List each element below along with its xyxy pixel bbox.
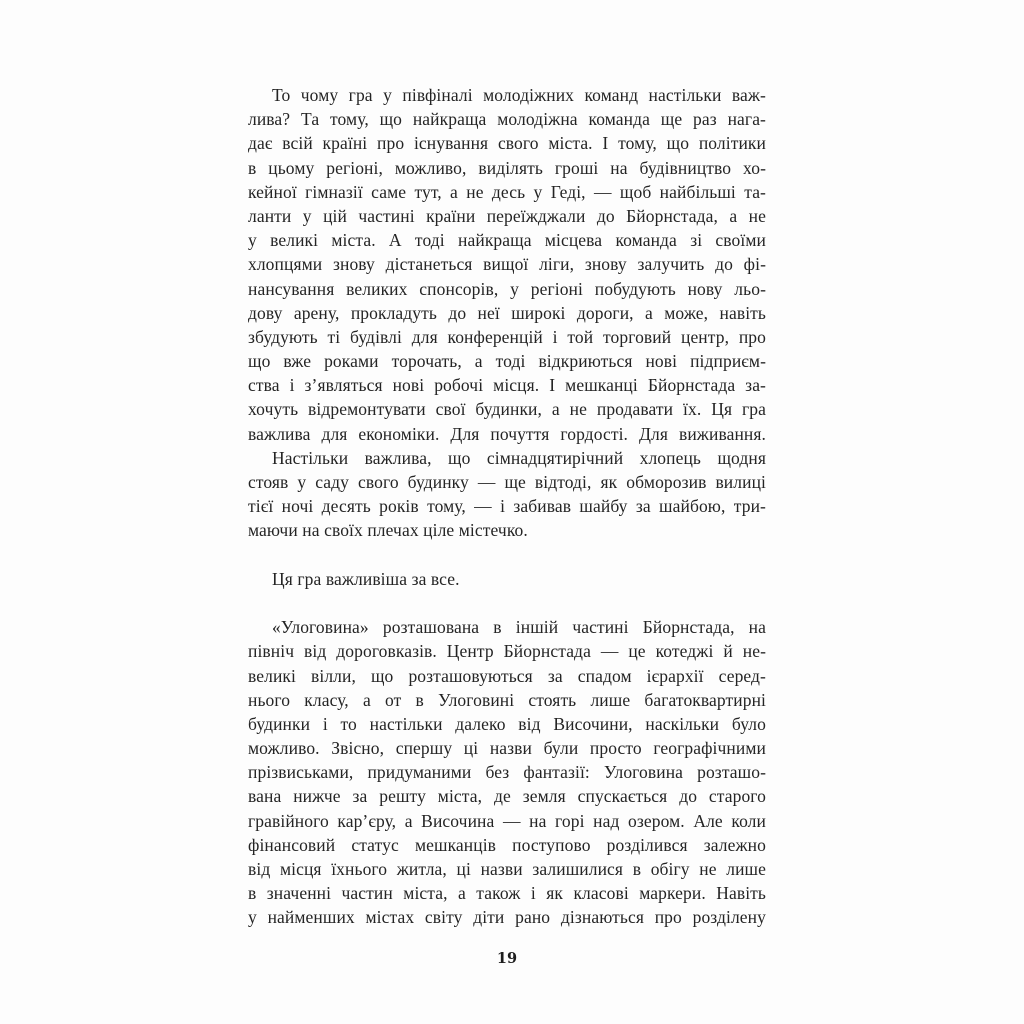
text-line: гравійного кар’єру, а Височина — на горі над озером. Але коли	[248, 810, 766, 831]
text-line: великі вілли, що розташовуються за спадом ієрархії серед-	[248, 665, 766, 686]
paragraph	[248, 615, 766, 929]
text-line: в цьому регіоні, можливо, виділять гроші на будівництво хо-	[248, 157, 766, 178]
text-line: збудують ті будівлі для конференцій і той торговий центр, про	[248, 326, 766, 347]
paragraph-gap	[248, 543, 766, 567]
text-line: будинки і то настільки далеко від Височини, наскільки було	[248, 713, 766, 734]
text-line: вана нижче за решту міста, де земля спускається до старого	[248, 786, 766, 807]
text-line: тієї ночі десять років тому, — і забивав шайбу за шайбою, три-	[248, 496, 766, 517]
text-line: від місця їхнього житла, ці назви залишилися в обігу не лише	[248, 859, 766, 879]
text-line: ства і з’являться нові робочі місця. І мешканці Бйорнстада за-	[248, 375, 766, 396]
text-line: нього класу, а от в Улоговині стоять лише багатоквартирні	[248, 689, 766, 710]
text-line: кейної гімназії саме тут, а не десь у Геді, — щоб найбільші та-	[248, 181, 766, 202]
text-line: То чому гра у півфіналі молодіжних команд настільки важ-	[272, 85, 766, 105]
text-line: дову арену, прокладуть до неї широкі дороги, а може, навіть	[248, 302, 766, 323]
text-line: фінансовий статус мешканців поступово розділився залежно	[248, 834, 766, 855]
text-line: Настільки важлива, що сімнадцятирічний хлопець щодня	[272, 447, 766, 468]
text-line: дає всій країні про існування свого міста. І тому, що політики	[248, 133, 766, 154]
text-line: важлива для економіки. Для почуття гордості. Для виживання.	[248, 423, 766, 444]
text-line: у найменших містах світу діти рано дізнаються про розділену	[248, 907, 766, 928]
text-line: у великі міста. А тоді найкраща місцева команда зі своїми	[248, 230, 766, 251]
paragraph	[248, 446, 766, 543]
paragraph	[248, 83, 766, 446]
text-line: стояв у саду свого будинку — ще відтоді, як обморозив вилиці	[248, 472, 766, 492]
text-line: прізвиськами, придуманими без фантазії: Улоговина розташо-	[248, 762, 766, 783]
page-number: 19	[496, 950, 518, 967]
text-line: хлопцями знову дістанеться вищої ліги, знову залучить до фі-	[248, 254, 766, 275]
text-line: маючи на своїх плечах ціле містечко.	[248, 520, 528, 541]
text-line: можливо. Звісно, спершу ці назви були просто географічними	[248, 738, 766, 759]
text-line: Ця гра важливіша за все.	[272, 568, 460, 589]
text-line: ланти у цій частині країни переїжджали до Бйорнстада, а не	[248, 205, 766, 226]
text-line: північ від дороговказів. Центр Бйорнстада — це котеджі й не-	[248, 641, 766, 662]
text-line: нансування великих спонсорів, у регіоні побудують нову льо-	[248, 278, 766, 299]
text-block	[248, 83, 766, 930]
paragraph-gap	[248, 591, 766, 615]
text-line: що вже роками торочать, а тоді відкриються нові підприєм-	[248, 351, 766, 372]
text-line: в значенні частин міста, а також і як класові маркери. Навіть	[248, 883, 766, 904]
text-line: хочуть відремонтувати свої будинки, а не продавати їх. Ця гра	[248, 399, 766, 420]
text-line: «Улоговина» розташована в іншій частині Бйорнстада, на	[272, 617, 766, 638]
text-line: лива? Та тому, що найкраща молодіжна команда ще раз нага-	[248, 109, 766, 130]
paragraph	[248, 567, 766, 591]
